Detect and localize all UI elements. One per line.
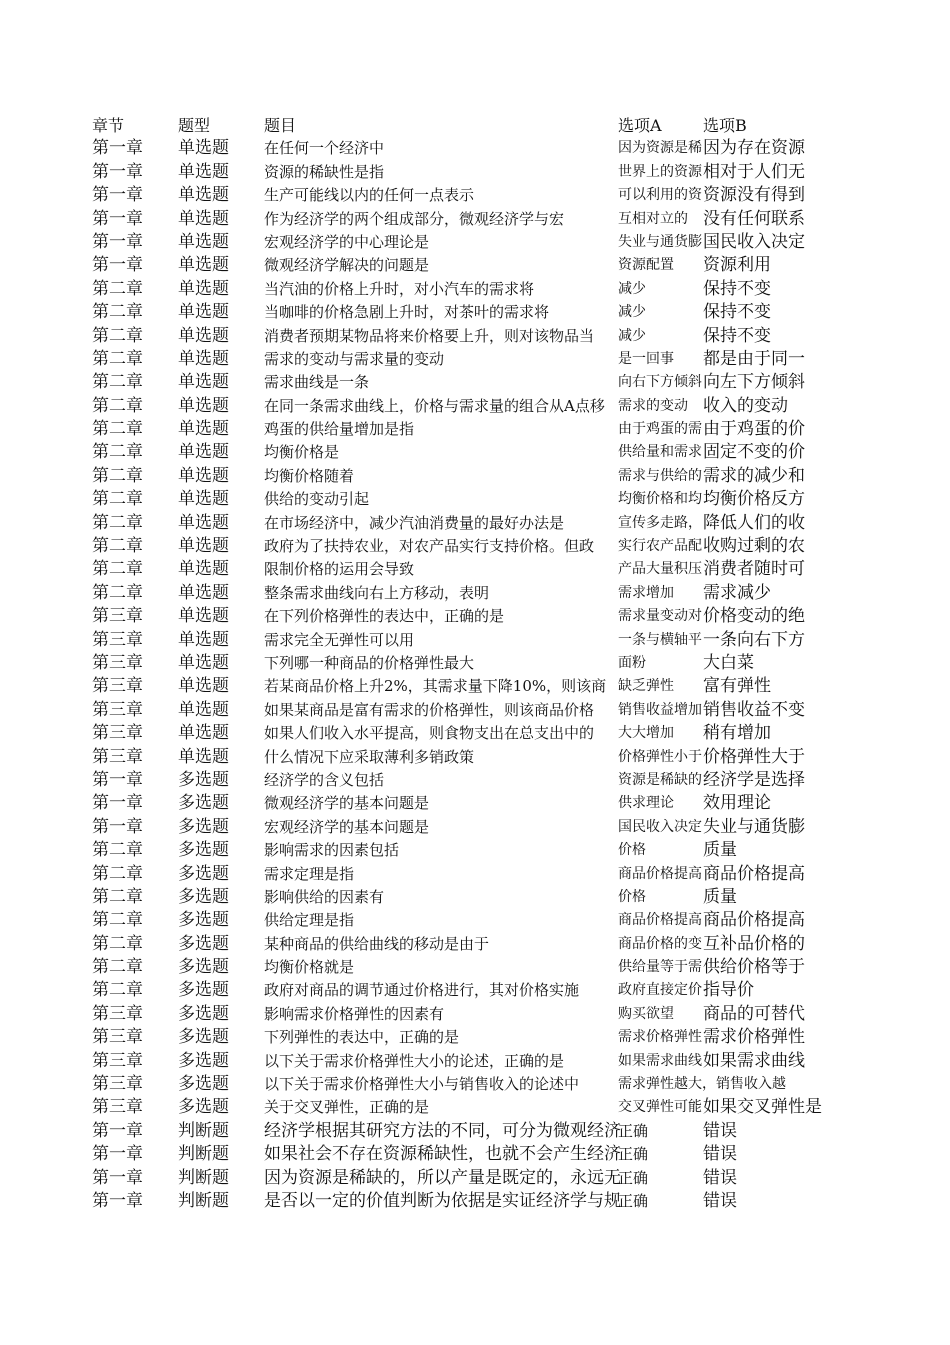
table-row bbox=[92, 792, 832, 815]
cell-question: 当咖啡的价格急剧上升时，对茶叶的需求将 bbox=[264, 303, 550, 322]
cell-question: 是否以一定的价值判断为依据是实证经济学与规 bbox=[264, 1190, 621, 1211]
cell-type: 单选题 bbox=[178, 348, 229, 369]
cell-option-a: 商品价格提高 bbox=[618, 865, 702, 882]
cell-question: 需求定理是指 bbox=[264, 864, 355, 883]
cell-option-a: 世界上的资源 bbox=[618, 163, 702, 180]
cell-option-b: 降低人们的收 bbox=[703, 512, 805, 533]
cell-question: 影响需求的因素包括 bbox=[264, 841, 400, 860]
cell-option-b: 固定不变的价 bbox=[703, 442, 805, 463]
cell-question: 若某商品价格上升2%，其需求量下降10%，则该商 bbox=[264, 677, 607, 696]
cell-chapter: 第二章 bbox=[92, 559, 143, 580]
cell-question: 鸡蛋的供给量增加是指 bbox=[264, 420, 415, 439]
cell-question: 如果社会不存在资源稀缺性，也就不会产生经济 bbox=[264, 1144, 621, 1165]
cell-type: 单选题 bbox=[178, 512, 229, 533]
cell-chapter: 第三章 bbox=[92, 606, 143, 627]
header-option-a: 选项A bbox=[618, 116, 662, 135]
cell-option-b: 资源利用 bbox=[703, 255, 771, 276]
cell-option-b: 需求减少 bbox=[703, 582, 771, 603]
cell-chapter: 第三章 bbox=[92, 676, 143, 697]
cell-option-a: 销售收益增加 bbox=[618, 701, 702, 718]
cell-chapter: 第一章 bbox=[92, 185, 143, 206]
table-row bbox=[92, 1190, 832, 1213]
cell-chapter: 第一章 bbox=[92, 816, 143, 837]
cell-question: 宏观经济学的中心理论是 bbox=[264, 232, 430, 251]
cell-type: 单选题 bbox=[178, 185, 229, 206]
cell-option-a: 需求增加 bbox=[618, 584, 674, 601]
cell-question: 微观经济学解决的问题是 bbox=[264, 256, 430, 275]
cell-option-b: 供给价格等于 bbox=[703, 957, 805, 978]
cell-option-a: 可以利用的资 bbox=[618, 187, 702, 204]
table-row bbox=[92, 1143, 832, 1166]
table-row bbox=[92, 1026, 832, 1049]
cell-chapter: 第二章 bbox=[92, 863, 143, 884]
cell-question: 在同一条需求曲线上，价格与需求量的组合从A点移 bbox=[264, 396, 605, 415]
cell-option-b: 均衡价格反方 bbox=[703, 489, 805, 510]
cell-option-a: 价格 bbox=[618, 888, 646, 905]
cell-chapter: 第三章 bbox=[92, 723, 143, 744]
cell-option-b: 资源没有得到 bbox=[703, 185, 805, 206]
cell-chapter: 第二章 bbox=[92, 886, 143, 907]
cell-option-b: 失业与通货膨 bbox=[703, 816, 805, 837]
table-row bbox=[92, 465, 832, 488]
question-table bbox=[92, 114, 832, 1213]
cell-option-a: 互相对立的 bbox=[618, 210, 688, 227]
cell-option-a: 商品价格提高 bbox=[618, 912, 702, 929]
cell-chapter: 第二章 bbox=[92, 980, 143, 1001]
table-row bbox=[92, 675, 832, 698]
cell-chapter: 第一章 bbox=[92, 1167, 143, 1188]
header-question: 题目 bbox=[264, 116, 297, 135]
cell-question: 经济学根据其研究方法的不同，可分为微观经济 bbox=[264, 1120, 621, 1141]
table-row bbox=[92, 1120, 832, 1143]
table-row bbox=[92, 488, 832, 511]
cell-question: 如果某商品是富有需求的价格弹性，则该商品价格 bbox=[264, 700, 595, 719]
cell-type: 单选题 bbox=[178, 629, 229, 650]
cell-type: 多选题 bbox=[178, 910, 229, 931]
cell-chapter: 第二章 bbox=[92, 512, 143, 533]
cell-option-a: 减少 bbox=[618, 280, 646, 297]
cell-type: 判断题 bbox=[178, 1144, 229, 1165]
table-row bbox=[92, 769, 832, 792]
table-row bbox=[92, 629, 832, 652]
cell-type: 单选题 bbox=[178, 278, 229, 299]
table-body bbox=[92, 137, 832, 1213]
table-header-row bbox=[92, 114, 832, 137]
cell-question: 在市场经济中，减少汽油消费量的最好办法是 bbox=[264, 513, 565, 532]
cell-option-b: 如果交叉弹性是 bbox=[703, 1097, 822, 1118]
cell-option-a: 价格弹性小于 bbox=[618, 748, 702, 765]
cell-option-a: 正确 bbox=[618, 1168, 649, 1187]
cell-option-b: 保持不变 bbox=[703, 278, 771, 299]
cell-option-b: 错误 bbox=[703, 1144, 737, 1165]
cell-option-a: 供求理论 bbox=[618, 795, 674, 812]
table-row bbox=[92, 184, 832, 207]
cell-question: 因为资源是稀缺的，所以产量是既定的，永远无 bbox=[264, 1167, 621, 1188]
table-row bbox=[92, 956, 832, 979]
table-row bbox=[92, 909, 832, 932]
cell-question: 需求的变动与需求量的变动 bbox=[264, 349, 445, 368]
cell-chapter: 第三章 bbox=[92, 652, 143, 673]
cell-question: 以下关于需求价格弹性大小的论述，正确的是 bbox=[264, 1051, 565, 1070]
cell-chapter: 第一章 bbox=[92, 138, 143, 159]
cell-option-b: 需求的减少和 bbox=[703, 465, 805, 486]
cell-option-b: 消费者随时可 bbox=[703, 559, 805, 580]
cell-option-b: 价格弹性大于 bbox=[703, 746, 805, 767]
cell-question: 作为经济学的两个组成部分，微观经济学与宏 bbox=[264, 209, 565, 228]
cell-option-a: 正确 bbox=[618, 1145, 649, 1164]
cell-type: 多选题 bbox=[178, 980, 229, 1001]
cell-type: 判断题 bbox=[178, 1120, 229, 1141]
cell-type: 多选题 bbox=[178, 1074, 229, 1095]
cell-type: 单选题 bbox=[178, 559, 229, 580]
cell-type: 多选题 bbox=[178, 1027, 229, 1048]
cell-question: 当汽油的价格上升时，对小汽车的需求将 bbox=[264, 279, 535, 298]
cell-question: 限制价格的运用会导致 bbox=[264, 560, 415, 579]
cell-question: 消费者预期某物品将来价格要上升，则对该物品当 bbox=[264, 326, 595, 345]
cell-chapter: 第三章 bbox=[92, 1027, 143, 1048]
cell-option-b: 相对于人们无 bbox=[703, 161, 805, 182]
cell-question: 在任何一个经济中 bbox=[264, 139, 385, 158]
table-row bbox=[92, 722, 832, 745]
table-row bbox=[92, 699, 832, 722]
cell-option-b: 收购过剩的农 bbox=[703, 536, 805, 557]
cell-type: 单选题 bbox=[178, 395, 229, 416]
cell-type: 判断题 bbox=[178, 1167, 229, 1188]
cell-option-b: 互补品价格的 bbox=[703, 933, 805, 954]
cell-question: 整条需求曲线向右上方移动，表明 bbox=[264, 583, 490, 602]
cell-question: 如果人们收入水平提高，则食物支出在总支出中的 bbox=[264, 724, 595, 743]
cell-option-b: 质量 bbox=[703, 886, 737, 907]
table-row bbox=[92, 418, 832, 441]
cell-chapter: 第二章 bbox=[92, 372, 143, 393]
cell-type: 多选题 bbox=[178, 957, 229, 978]
cell-type: 单选题 bbox=[178, 419, 229, 440]
cell-chapter: 第三章 bbox=[92, 1074, 143, 1095]
cell-option-b: 由于鸡蛋的价 bbox=[703, 419, 805, 440]
cell-option-a: 是一回事 bbox=[618, 350, 674, 367]
cell-chapter: 第一章 bbox=[92, 769, 143, 790]
cell-chapter: 第一章 bbox=[92, 161, 143, 182]
cell-chapter: 第二章 bbox=[92, 933, 143, 954]
cell-question: 政府对商品的调节通过价格进行，其对价格实施 bbox=[264, 981, 580, 1000]
cell-question: 经济学的含义包括 bbox=[264, 770, 385, 789]
table-row bbox=[92, 535, 832, 558]
cell-type: 单选题 bbox=[178, 325, 229, 346]
cell-option-b: 价格变动的绝 bbox=[703, 606, 805, 627]
cell-option-b: 需求价格弹性 bbox=[703, 1027, 805, 1048]
cell-type: 单选题 bbox=[178, 302, 229, 323]
table-row bbox=[92, 348, 832, 371]
cell-question: 均衡价格就是 bbox=[264, 958, 355, 977]
cell-question: 在下列价格弹性的表达中，正确的是 bbox=[264, 607, 505, 626]
table-row bbox=[92, 208, 832, 231]
table-row bbox=[92, 816, 832, 839]
cell-question: 供给的变动引起 bbox=[264, 490, 370, 509]
table-row bbox=[92, 137, 832, 160]
cell-option-b: 销售收益不变 bbox=[703, 699, 805, 720]
cell-option-a: 需求量变动对 bbox=[618, 608, 702, 625]
table-row bbox=[92, 278, 832, 301]
cell-option-b: 大白菜 bbox=[703, 652, 754, 673]
cell-type: 单选题 bbox=[178, 699, 229, 720]
table-row bbox=[92, 301, 832, 324]
cell-option-a: 供给量等于需 bbox=[618, 959, 702, 976]
cell-chapter: 第二章 bbox=[92, 465, 143, 486]
cell-type: 单选题 bbox=[178, 255, 229, 276]
cell-chapter: 第二章 bbox=[92, 278, 143, 299]
cell-option-b: 如果需求曲线 bbox=[703, 1050, 805, 1071]
cell-option-b: 国民收入决定 bbox=[703, 231, 805, 252]
cell-question: 宏观经济学的基本问题是 bbox=[264, 817, 430, 836]
cell-option-a: 如果需求曲线 bbox=[618, 1052, 702, 1069]
cell-chapter: 第一章 bbox=[92, 1120, 143, 1141]
cell-type: 判断题 bbox=[178, 1190, 229, 1211]
cell-chapter: 第一章 bbox=[92, 1144, 143, 1165]
cell-type: 多选题 bbox=[178, 840, 229, 861]
cell-chapter: 第二章 bbox=[92, 419, 143, 440]
cell-chapter: 第二章 bbox=[92, 302, 143, 323]
cell-option-b: 商品价格提高 bbox=[703, 863, 805, 884]
cell-type: 单选题 bbox=[178, 231, 229, 252]
cell-question: 什么情况下应采取薄利多销政策 bbox=[264, 747, 475, 766]
table-row bbox=[92, 1050, 832, 1073]
cell-option-a: 购买欲望 bbox=[618, 1005, 674, 1022]
cell-option-b: 保持不变 bbox=[703, 325, 771, 346]
cell-option-b: 质量 bbox=[703, 840, 737, 861]
cell-chapter: 第二章 bbox=[92, 536, 143, 557]
cell-option-b: 一条向右下方 bbox=[703, 629, 805, 650]
cell-option-b: 效用理论 bbox=[703, 793, 771, 814]
cell-chapter: 第二章 bbox=[92, 348, 143, 369]
cell-option-a: 供给量和需求 bbox=[618, 444, 702, 461]
cell-question: 影响需求价格弹性的因素有 bbox=[264, 1004, 445, 1023]
cell-option-a: 减少 bbox=[618, 304, 646, 321]
cell-chapter: 第三章 bbox=[92, 1097, 143, 1118]
cell-chapter: 第三章 bbox=[92, 629, 143, 650]
table-row bbox=[92, 231, 832, 254]
cell-chapter: 第三章 bbox=[92, 1050, 143, 1071]
cell-type: 单选题 bbox=[178, 372, 229, 393]
cell-type: 多选题 bbox=[178, 769, 229, 790]
cell-chapter: 第三章 bbox=[92, 699, 143, 720]
cell-type: 多选题 bbox=[178, 793, 229, 814]
cell-type: 单选题 bbox=[178, 138, 229, 159]
cell-type: 单选题 bbox=[178, 442, 229, 463]
cell-option-b: 错误 bbox=[703, 1167, 737, 1188]
cell-type: 多选题 bbox=[178, 816, 229, 837]
cell-option-b: 没有任何联系 bbox=[703, 208, 805, 229]
cell-option-b: 指导价 bbox=[703, 980, 754, 1001]
cell-question: 关于交叉弹性，正确的是 bbox=[264, 1098, 430, 1117]
cell-type: 单选题 bbox=[178, 208, 229, 229]
cell-option-b: 因为存在资源 bbox=[703, 138, 805, 159]
cell-question: 需求完全无弹性可以用 bbox=[264, 630, 415, 649]
cell-question: 微观经济学的基本问题是 bbox=[264, 794, 430, 813]
table-row bbox=[92, 1003, 832, 1026]
cell-question: 资源的稀缺性是指 bbox=[264, 162, 385, 181]
cell-option-a: 产品大量积压 bbox=[618, 561, 702, 578]
table-row bbox=[92, 325, 832, 348]
cell-option-a: 一条与横轴平 bbox=[618, 631, 702, 648]
cell-type: 单选题 bbox=[178, 652, 229, 673]
table-row bbox=[92, 395, 832, 418]
cell-type: 单选题 bbox=[178, 723, 229, 744]
cell-question: 需求曲线是一条 bbox=[264, 373, 370, 392]
cell-option-a: 面粉 bbox=[618, 654, 646, 671]
cell-question: 均衡价格随着 bbox=[264, 466, 355, 485]
table-row bbox=[92, 254, 832, 277]
cell-option-b: 向左下方倾斜 bbox=[703, 372, 805, 393]
cell-type: 单选题 bbox=[178, 161, 229, 182]
cell-option-a: 商品价格的变 bbox=[618, 935, 702, 952]
cell-type: 多选题 bbox=[178, 886, 229, 907]
table-row bbox=[92, 652, 832, 675]
cell-option-a: 减少 bbox=[618, 327, 646, 344]
table-row bbox=[92, 1073, 832, 1096]
cell-option-a: 由于鸡蛋的需 bbox=[618, 421, 702, 438]
cell-option-b: 经济学是选择 bbox=[703, 769, 805, 790]
cell-question: 以下关于需求价格弹性大小与销售收入的论述中 bbox=[264, 1075, 580, 1094]
cell-question: 政府为了扶持农业，对农产品实行支持价格。但政 bbox=[264, 537, 595, 556]
cell-option-b: 错误 bbox=[703, 1190, 737, 1211]
cell-chapter: 第二章 bbox=[92, 910, 143, 931]
cell-option-b: 稍有增加 bbox=[703, 723, 771, 744]
cell-chapter: 第一章 bbox=[92, 1190, 143, 1211]
cell-question: 生产可能线以内的任何一点表示 bbox=[264, 186, 475, 205]
cell-type: 单选题 bbox=[178, 676, 229, 697]
cell-type: 单选题 bbox=[178, 489, 229, 510]
table-row bbox=[92, 886, 832, 909]
header-chapter: 章节 bbox=[92, 116, 125, 135]
cell-option-a: 向右下方倾斜 bbox=[618, 374, 702, 391]
table-row bbox=[92, 839, 832, 862]
cell-option-a: 大大增加 bbox=[618, 725, 674, 742]
cell-option-a: 价格 bbox=[618, 842, 646, 859]
table-row bbox=[92, 1096, 832, 1119]
cell-option-a: 需求与供给的 bbox=[618, 467, 702, 484]
cell-chapter: 第二章 bbox=[92, 325, 143, 346]
table-row bbox=[92, 161, 832, 184]
cell-option-a: 实行农产品配 bbox=[618, 538, 702, 555]
cell-chapter: 第二章 bbox=[92, 489, 143, 510]
cell-option-a: 交叉弹性可能 bbox=[618, 1099, 702, 1116]
cell-option-a: 国民收入决定 bbox=[618, 818, 702, 835]
cell-chapter: 第二章 bbox=[92, 582, 143, 603]
table-row bbox=[92, 1167, 832, 1190]
cell-option-a: 资源是稀缺的 bbox=[618, 771, 702, 788]
cell-type: 单选题 bbox=[178, 465, 229, 486]
cell-question: 下列哪一种商品的价格弹性最大 bbox=[264, 653, 475, 672]
cell-type: 单选题 bbox=[178, 582, 229, 603]
cell-option-a: 需求价格弹性 bbox=[618, 1029, 702, 1046]
table-row bbox=[92, 979, 832, 1002]
cell-chapter: 第二章 bbox=[92, 957, 143, 978]
cell-option-b: 商品的可替代 bbox=[703, 1003, 805, 1024]
header-type: 题型 bbox=[178, 116, 211, 135]
cell-option-b: 商品价格提高 bbox=[703, 910, 805, 931]
cell-option-a: 正确 bbox=[618, 1191, 649, 1210]
cell-option-a: 资源配置 bbox=[618, 257, 674, 274]
cell-option-a: 因为资源是稀 bbox=[618, 140, 702, 157]
cell-option-a: 缺乏弹性 bbox=[618, 678, 674, 695]
table-row bbox=[92, 558, 832, 581]
cell-option-b: 都是由于同一 bbox=[703, 348, 805, 369]
cell-type: 多选题 bbox=[178, 1097, 229, 1118]
table-row bbox=[92, 441, 832, 464]
cell-type: 单选题 bbox=[178, 536, 229, 557]
table-row bbox=[92, 605, 832, 628]
cell-chapter: 第三章 bbox=[92, 1003, 143, 1024]
cell-type: 多选题 bbox=[178, 1003, 229, 1024]
cell-option-a: 需求弹性越大，销售收入越 bbox=[618, 1076, 786, 1093]
table-row bbox=[92, 933, 832, 956]
cell-option-a: 失业与通货膨 bbox=[618, 233, 702, 250]
cell-chapter: 第二章 bbox=[92, 840, 143, 861]
cell-option-a: 均衡价格和均 bbox=[618, 491, 702, 508]
cell-question: 影响供给的因素有 bbox=[264, 887, 385, 906]
cell-chapter: 第一章 bbox=[92, 231, 143, 252]
cell-question: 均衡价格是 bbox=[264, 443, 340, 462]
cell-chapter: 第二章 bbox=[92, 442, 143, 463]
table-row bbox=[92, 863, 832, 886]
cell-chapter: 第一章 bbox=[92, 255, 143, 276]
cell-type: 单选题 bbox=[178, 606, 229, 627]
cell-option-a: 正确 bbox=[618, 1121, 649, 1140]
table-row bbox=[92, 746, 832, 769]
cell-chapter: 第一章 bbox=[92, 793, 143, 814]
table-row bbox=[92, 371, 832, 394]
cell-type: 多选题 bbox=[178, 863, 229, 884]
cell-option-a: 需求的变动 bbox=[618, 397, 688, 414]
cell-option-b: 保持不变 bbox=[703, 302, 771, 323]
cell-question: 供给定理是指 bbox=[264, 911, 355, 930]
cell-option-a: 宣传多走路， bbox=[618, 514, 702, 531]
table-row bbox=[92, 512, 832, 535]
header-option-b: 选项B bbox=[703, 116, 747, 135]
cell-chapter: 第三章 bbox=[92, 746, 143, 767]
cell-chapter: 第一章 bbox=[92, 208, 143, 229]
cell-type: 多选题 bbox=[178, 1050, 229, 1071]
cell-option-b: 错误 bbox=[703, 1120, 737, 1141]
cell-type: 多选题 bbox=[178, 933, 229, 954]
cell-question: 某种商品的供给曲线的移动是由于 bbox=[264, 934, 490, 953]
cell-option-a: 政府直接定价 bbox=[618, 982, 702, 999]
cell-type: 单选题 bbox=[178, 746, 229, 767]
cell-option-b: 收入的变动 bbox=[703, 395, 788, 416]
cell-question: 下列弹性的表达中，正确的是 bbox=[264, 1028, 460, 1047]
table-row bbox=[92, 582, 832, 605]
cell-chapter: 第二章 bbox=[92, 395, 143, 416]
cell-option-b: 富有弹性 bbox=[703, 676, 771, 697]
